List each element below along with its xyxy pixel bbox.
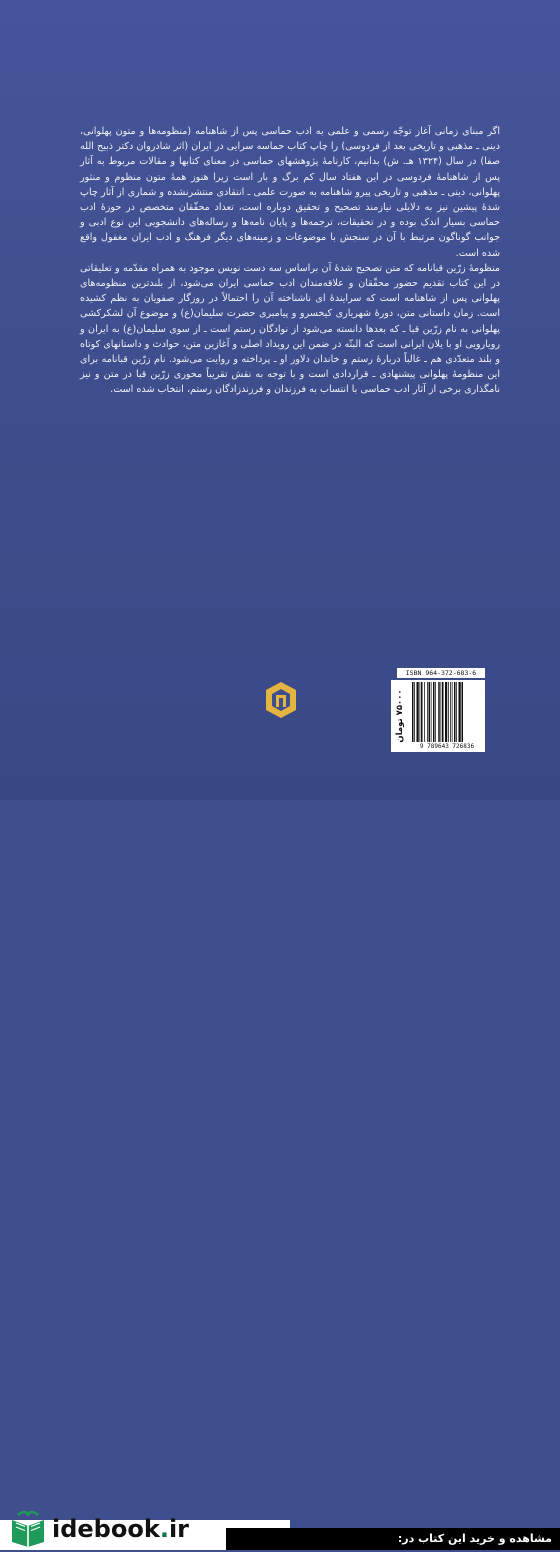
isbn-label: ISBN 964-372-683-6 [397,668,485,678]
price-text: ۷۵۰۰۰ تومان [395,689,405,743]
idebook-banner[interactable] [0,750,560,1545]
barcode-icon [409,680,485,744]
buy-link-text[interactable]: مشاهده و خرید این کتاب در: [397,1532,552,1545]
idebook-logo[interactable]: idebook.ir [52,1515,189,1543]
book-icon [8,1510,48,1548]
description-paragraph-2: منظومهٔ زرّین قبانامه که متن تصحیح شدهٔ آن براساس سه دست نویس موجود به همراه مقدّمه و تعلیقاتی در این کتاب تقدیم حضور محقّقان و علاقه‌مندان ادب حماسی ایران می‌شود، از بلندترین منظومه‌های پهلوانی پس از شاهنامه است که سرایندهٔ ای ناشناخته آن را احتمالاً در روزگار صفویان به نظم کشیده است. زمان داستانی متن، دورهٔ شهریاری کیخسرو و پیامبری حضرت سلیمان(ع) و موضوع آن لشکرکشی پهلوانی به نام زرّین قبا ـ که بعدها دانسته می‌شود از نوادگان رستم است ـ از سوی سلیمان(ع) به ایران و رویارویی او با یلان ایرانی است که البتّه در ضمن این رویداد اصلی و آغازین متن، حوادث و داستانهای کوتاه و بلند متعدّدی هم ـ غالباً دربارهٔ رستم و خاندان دلاور او ـ پرداخته و روایت می‌شود. نام زرّین قبانامه برای این منظومهٔ پهلوانی پیشنهادی ـ قراردادی است و با توجه به نقش تقریباً محوری زرّین قبا در متن و نیز نامگذاری برخی از آثار ادب حماسی با انتساب به فرزندان و فرزندزادگان رستم، انتخاب شده است. [80,262,500,396]
description-paragraph-1: اگر مبنای زمانی آغاز توجّه رسمی و علمی به ادب حماسی پس از شاهنامه (منظومه‌ها و متون پهلوانی، دینی ـ مذهبی و تاریخی بعد از فردوسی) را چاپ کتاب حماسه سرایی در ایران (اثر شادروان دکتر ذبیح الله صفا) در سال (۱۳۲۴ هـ. ش) بدانیم، کارنامهٔ پژوهشهای حماسی در معنای کتابها و مقالات مربوط به آثار پس از شاهنامهٔ فردوسی در این هفتاد سال کم برگ و بار است زیرا هنوز همهٔ متون منظوم و منثور پهلوانی، دینی ـ مذهبی و تاریخی پیرو شاهنامه به صورت علمی ـ انتقادی منتشرنشده و شماری از آثار چاپ شدهٔ پیشین نیز به دلایلی نیازمند تصحیح و تحقیق دوباره است، تعداد محقّقان متخصص در حوزهٔ ادب حماسی بسیار اندک بوده و در تحقیقات، ترجمه‌ها و پایان نامه‌ها و رساله‌های دانشجویی این نوع ادبی و جوانب گوناگون مرتبط با آن در سنجش با موضوعات و زمینه‌های دیگر فرهنگ و ادب ایران مغفول واقع شده است. [80,126,500,259]
publisher-logo-icon [262,680,300,720]
price-label [391,680,409,752]
barcode-number: 9 789643 726836 [409,742,485,752]
cover-description [80,124,500,398]
